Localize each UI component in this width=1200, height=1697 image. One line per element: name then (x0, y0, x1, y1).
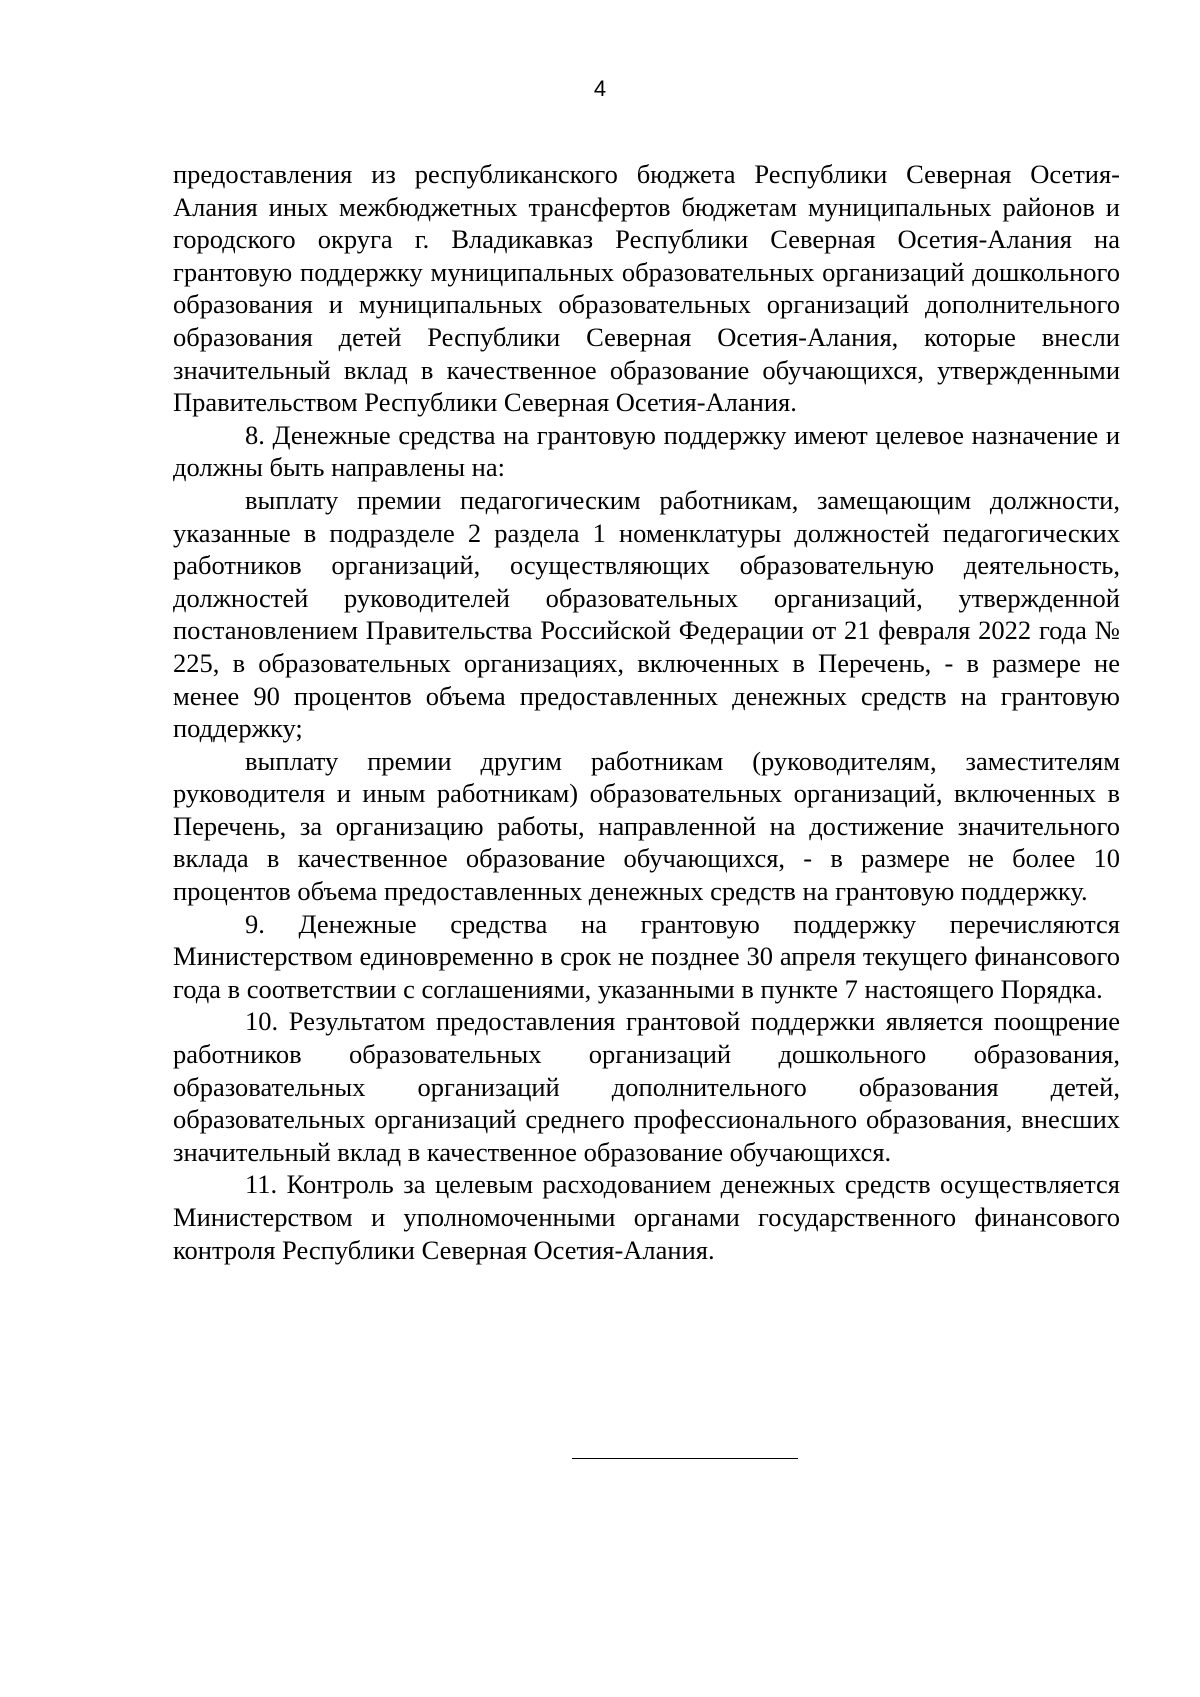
page-number: 4 (593, 76, 607, 101)
closing-divider-line (572, 1458, 798, 1459)
paragraph-item-8-pedagogical-bonus: выплату премии педагогическим работникам, замещающим должности, указанные в подразделе 2 раздела 1 номенклатуры должностей педагогических работников организаций, осуществляющих образовательную деятельность, должностей руководителей образовательных организаций, утвержденной постановлением Правительства Российской Федерации от 21 февраля 2022 года № 225, в образовательных организациях, включенных в Перечень, - в размере не менее 90 процентов объема предоставленных денежных средств на грантовую поддержку; (173, 484, 1120, 744)
paragraph-continuation: предоставления из республиканского бюджета Республики Северная Осетия-Алания иных межбюджетных трансфертов бюджетам муниципальных районов и городского округа г. Владикавказ Республики Северная Осетия-Алания на грантовую поддержку муниципальных образовательных организаций дошкольного образования и муниципальных образовательных организаций дополнительного образования детей Республики Северная Осетия-Алания, которые внесли значительный вклад в качественное образование обучающихся, утвержденными Правительством Республики Северная Осетия-Алания. (173, 159, 1120, 418)
paragraph-item-8-other-staff-bonus: выплату премии другим работникам (руководителям, заместителям руководителя и иным работникам) образовательных организаций, включенных в Перечень, за организацию работы, направленной на достижение значительного вклада в качественное образование обучающихся, - в размере не более 10 процентов объема предоставленных денежных средств на грантовую поддержку. (173, 745, 1120, 907)
paragraph-item-11: 11. Контроль за целевым расходованием денежных средств осуществляется Министерством и уполномоченными органами государственного финансового контроля Республики Северная Осетия-Алания. (173, 1169, 1120, 1265)
document-body (173, 158, 1120, 1266)
paragraph-item-9: 9. Денежные средства на грантовую поддержку перечисляются Министерством единовременно в срок не позднее 30 апреля текущего финансового года в соответствии с соглашениями, указанными в пункте 7 настоящего Порядка. (173, 908, 1120, 1004)
paragraph-item-10: 10. Результатом предоставления грантовой поддержки является поощрение работников образовательных организаций дошкольного образования, образовательных организаций дополнительного образования детей, образовательных организаций среднего профессионального образования, внесших значительный вклад в качественное образование обучающихся. (173, 1006, 1120, 1167)
paragraph-item-8: 8. Денежные средства на грантовую поддержку имеют целевое назначение и должны быть направлены на: (173, 419, 1120, 483)
